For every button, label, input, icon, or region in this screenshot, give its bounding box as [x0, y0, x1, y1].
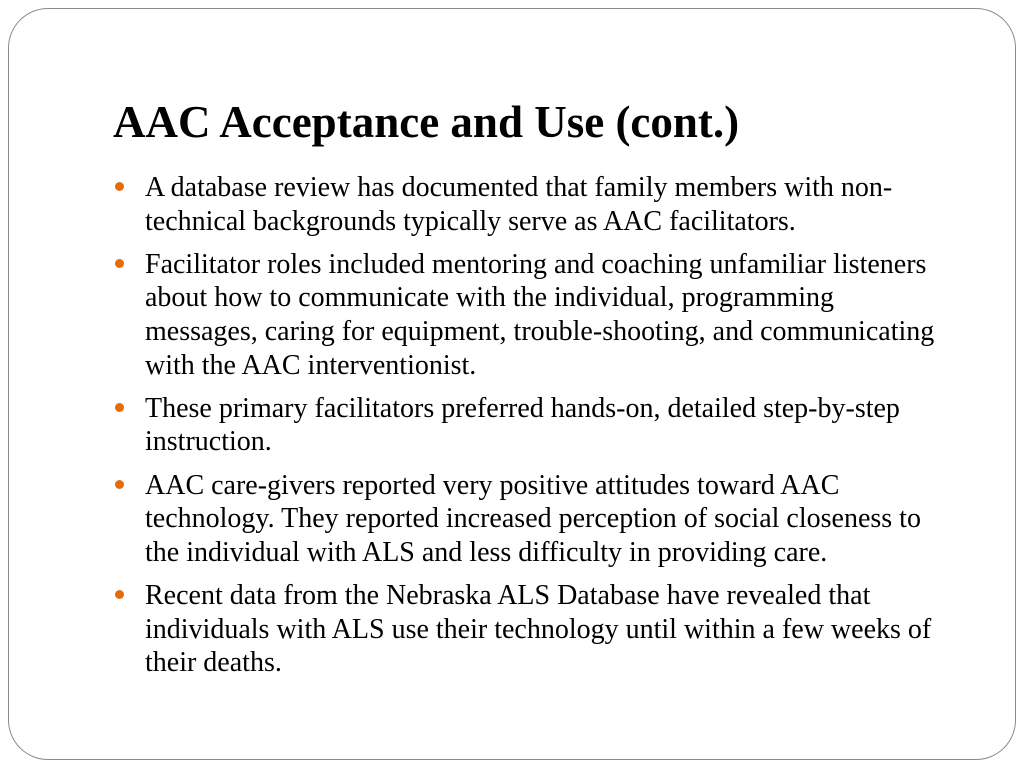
bullet-text: These primary facilitators preferred hands-on, detailed step-by-step instruction. [145, 392, 900, 458]
bullet-item [145, 392, 945, 459]
bullet-dot-icon [115, 480, 124, 489]
bullet-text: AAC care-givers reported very positive attitudes toward AAC technology. They reported increased perception of social closeness to the individual with ALS and less difficulty in providing care. [145, 469, 921, 568]
bullet-item [145, 171, 945, 238]
bullet-text: Facilitator roles included mentoring and coaching unfamiliar listeners about how to communicate with the individual, programming messages, caring for equipment, trouble-shooting, and communicating with the AAC interventionist. [145, 248, 935, 381]
slide-title: AAC Acceptance and Use (cont.) [113, 97, 740, 147]
bullet-list [145, 171, 945, 680]
bullet-dot-icon [115, 182, 124, 191]
bullet-item [145, 248, 945, 382]
bullet-dot-icon [115, 259, 124, 268]
bullet-item [145, 469, 945, 570]
bullet-dot-icon [115, 403, 124, 412]
bullet-dot-icon [115, 590, 124, 599]
bullet-item [145, 579, 945, 680]
bullet-text: A database review has documented that family members with non-technical backgrounds typically serve as AAC facilitators. [145, 172, 893, 237]
bullet-text: Recent data from the Nebraska ALS Database have revealed that individuals with ALS use their technology until within a few weeks of their deaths. [145, 579, 932, 679]
